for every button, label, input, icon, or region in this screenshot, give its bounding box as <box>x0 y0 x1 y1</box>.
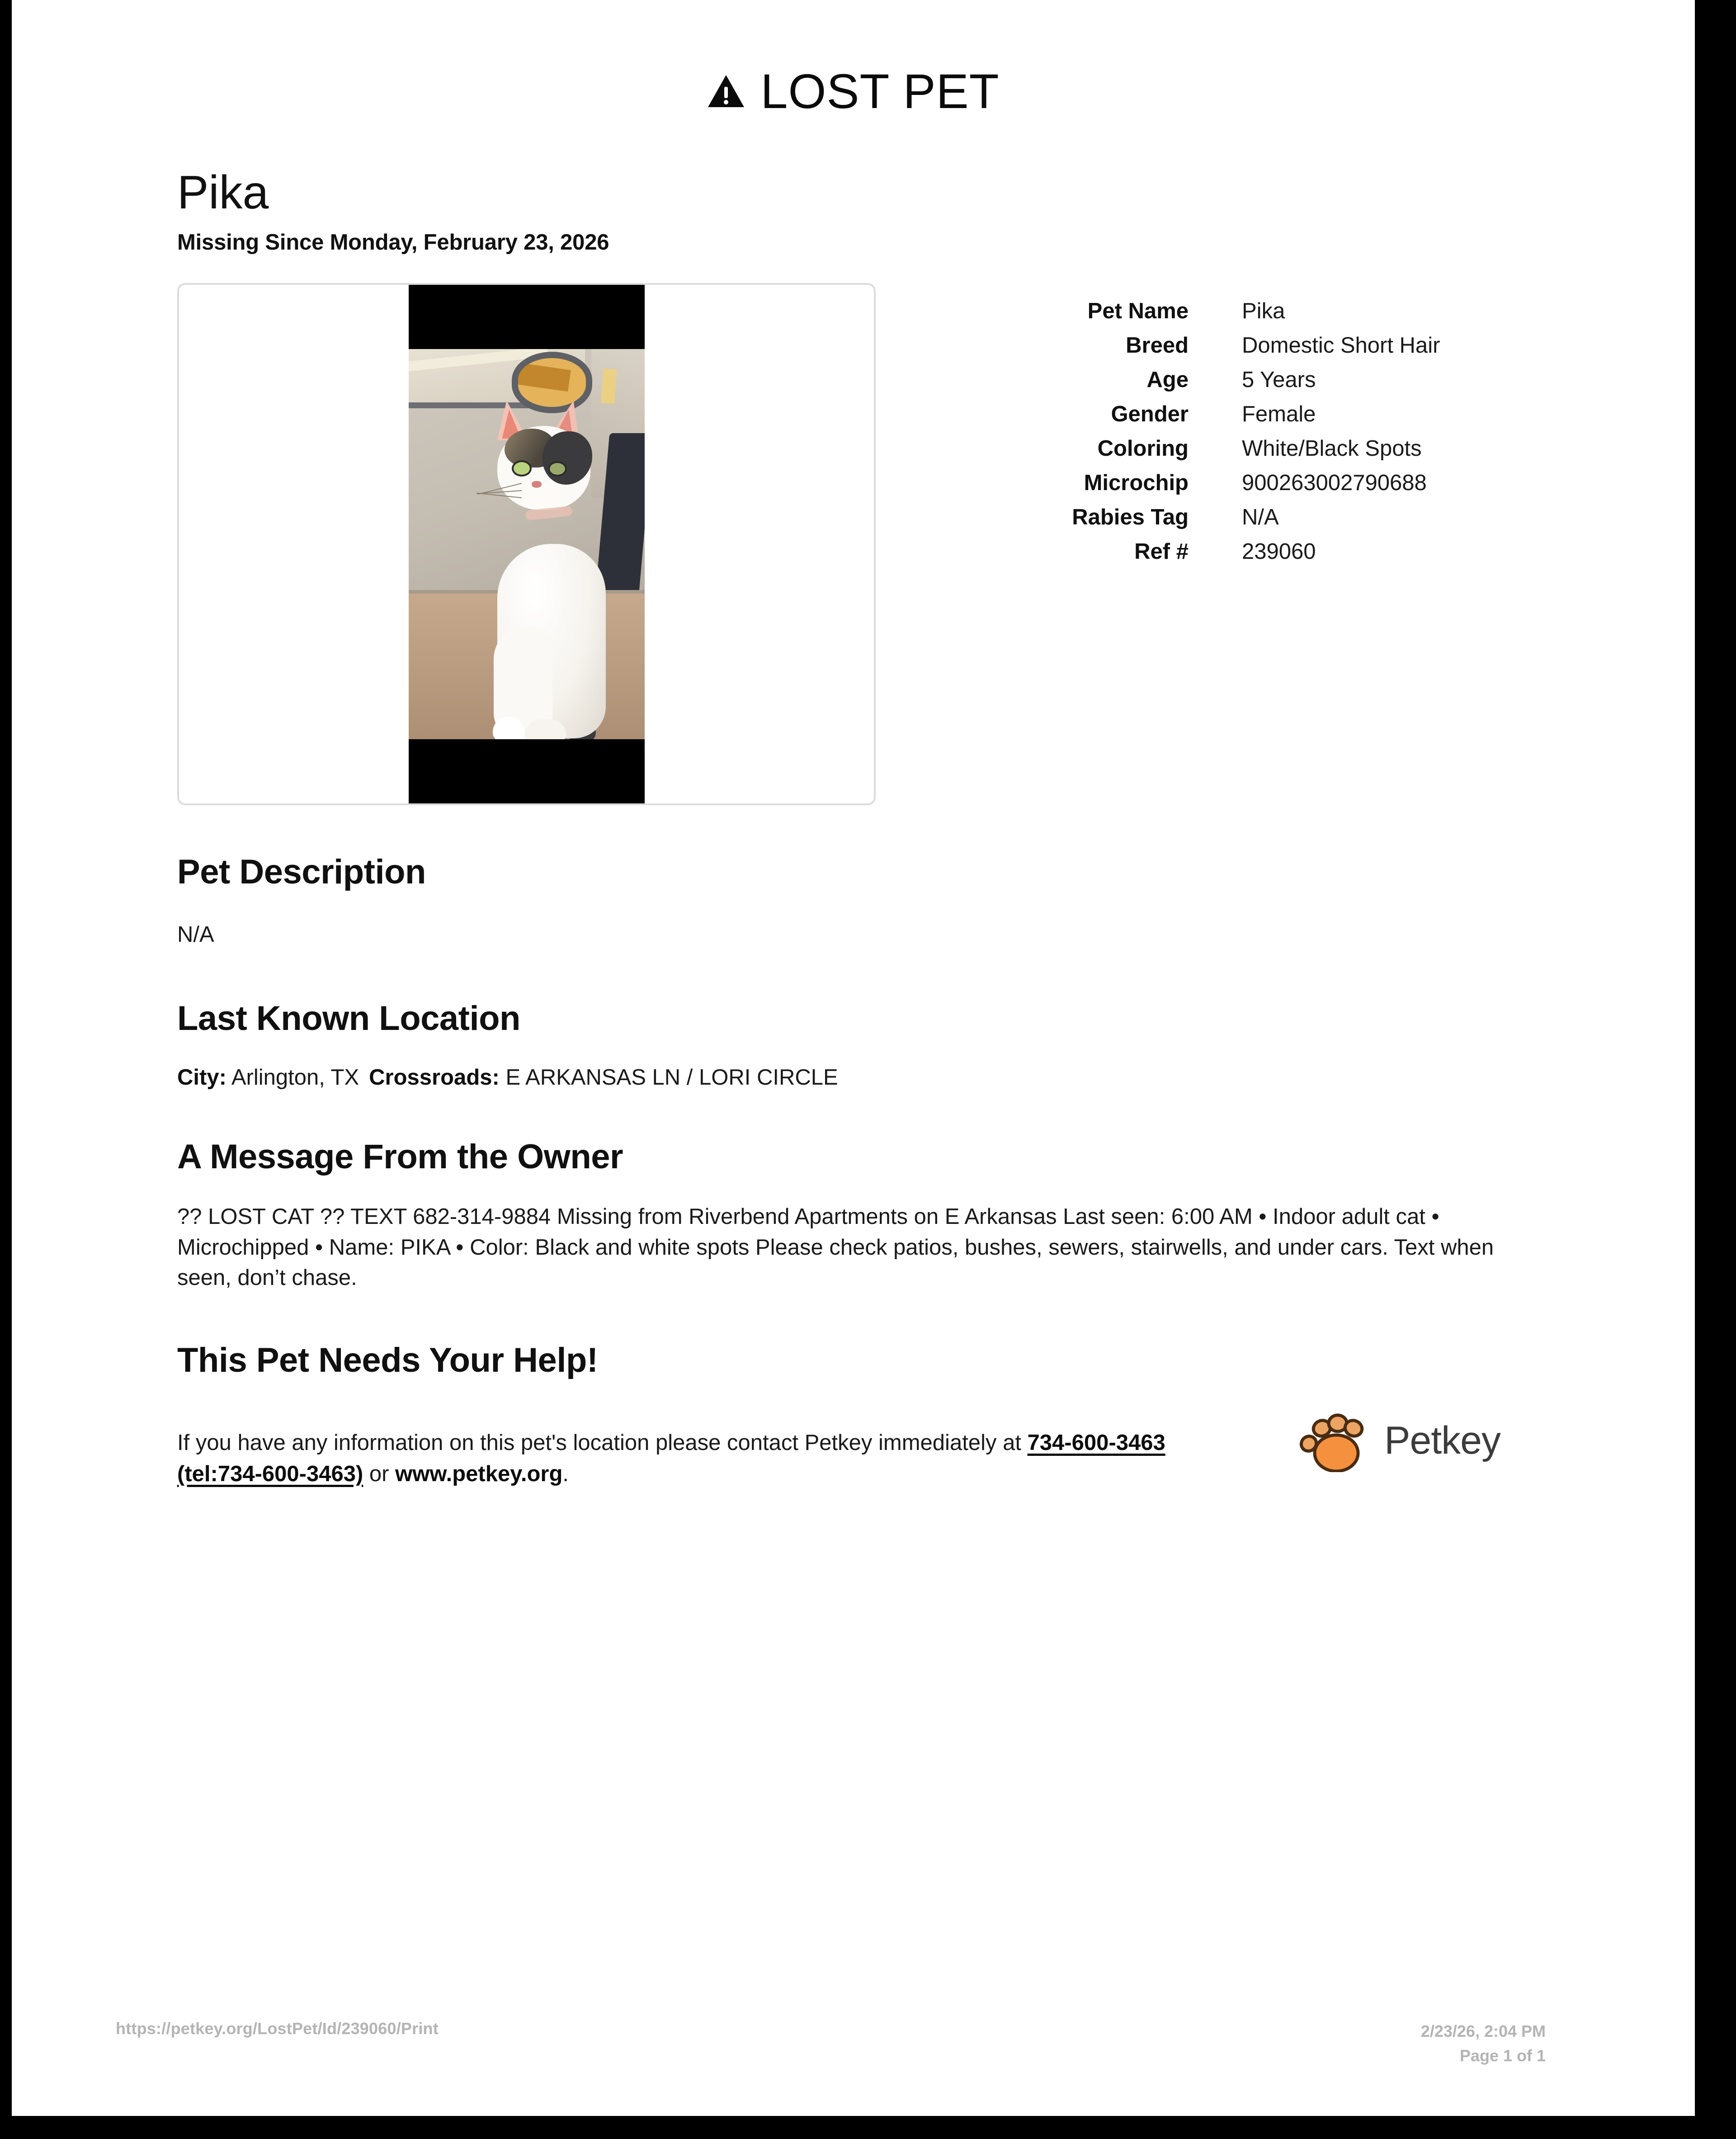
fact-value: Pika <box>1242 299 1285 324</box>
document-header <box>12 0 1695 116</box>
fact-label: Pet Name <box>1087 299 1189 324</box>
footer-right-group <box>1421 2019 1546 2068</box>
pet-photo-scene <box>409 349 645 743</box>
document-header-inner <box>707 64 1000 118</box>
contact-row <box>177 1405 1546 1511</box>
fact-label: Gender <box>1111 402 1189 427</box>
last-known-location-heading: Last Known Location <box>177 999 520 1038</box>
table-row <box>987 401 1440 427</box>
footer-timestamp: 2/23/26, 2:04 PM <box>1420 2022 1546 2040</box>
table-row <box>987 505 1440 530</box>
table-row <box>987 436 1440 461</box>
fact-label: Microchip <box>1084 471 1189 496</box>
pet-description-text: N/A <box>177 922 214 947</box>
page-title: LOST PET <box>760 64 1000 118</box>
pet-facts-table <box>987 283 1440 573</box>
footer-page-number: Page 1 of 1 <box>1459 2046 1546 2065</box>
owner-message-text: ?? LOST CAT ?? TEXT 682-314-9884 Missing from Riverbend Apartments on E Arkansas Last seen: 6:00 AM • Indoor adult cat • Microchipped • Name: PIKA • Color: Black and white spots Please check patios, bushes, sewers, stairwells, and under cars. Text when seen, don’t chase. <box>177 1204 1494 1290</box>
table-row <box>987 333 1440 358</box>
city-value: Arlington, TX <box>231 1065 359 1090</box>
table-row <box>987 539 1440 564</box>
fact-value: N/A <box>1242 505 1279 530</box>
contact-instructions <box>177 1427 1226 1489</box>
warning-triangle-icon <box>707 74 745 109</box>
crossroads-label: Crossroads: <box>369 1065 500 1090</box>
needs-help-heading: This Pet Needs Your Help! <box>177 1341 598 1379</box>
footer-source-url: https://petkey.org/LostPet/Id/239060/Print <box>116 2019 439 2038</box>
pet-photo-frame <box>177 283 876 805</box>
fact-value: 239060 <box>1242 539 1316 564</box>
page-edge-right <box>1704 0 1736 2139</box>
pet-photo <box>409 285 645 803</box>
petkey-logo <box>1297 1409 1500 1472</box>
document-content <box>12 166 1695 1511</box>
table-row <box>987 367 1440 392</box>
contact-middle: or <box>363 1461 396 1486</box>
paw-print-icon <box>1297 1409 1373 1472</box>
city-label: City: <box>177 1065 226 1090</box>
print-footer <box>12 2019 1695 2068</box>
missing-since-label: Missing Since Monday, February 23, 2026 <box>177 230 609 255</box>
fact-label: Age <box>1146 368 1189 392</box>
page-edge-bottom <box>0 2116 1736 2139</box>
crossroads-value: E ARKANSAS LN / LORI CIRCLE <box>505 1065 838 1090</box>
table-row <box>987 298 1440 324</box>
last-known-location-line <box>177 1065 1546 1090</box>
fact-label: Ref # <box>1134 539 1189 564</box>
owner-message-heading: A Message From the Owner <box>177 1137 623 1176</box>
fact-label: Coloring <box>1097 436 1189 461</box>
contact-phone-link[interactable]: 734-600-3463 (tel:734-600-3463) <box>177 1431 1165 1486</box>
page-edge-left <box>0 0 12 2139</box>
fact-value: White/Black Spots <box>1242 436 1422 461</box>
fact-value: 5 Years <box>1242 368 1316 392</box>
table-row <box>987 470 1440 496</box>
pet-name-heading: Pika <box>177 166 269 219</box>
fact-value: 900263002790688 <box>1242 471 1427 496</box>
fact-value: Female <box>1242 402 1316 427</box>
fact-label: Breed <box>1126 333 1189 358</box>
pet-description-heading: Pet Description <box>177 853 426 892</box>
photo-letterbox-bottom <box>409 739 645 803</box>
contact-website[interactable]: www.petkey.org <box>395 1461 563 1486</box>
fact-value: Domestic Short Hair <box>1242 333 1440 358</box>
pet-summary-row <box>177 283 1546 805</box>
photo-letterbox-top <box>409 285 645 349</box>
contact-suffix: . <box>562 1461 569 1486</box>
contact-prefix: If you have any information on this pet's location please contact Petkey immediately at <box>177 1431 1028 1455</box>
fact-label: Rabies Tag <box>1072 505 1189 530</box>
petkey-wordmark: Petkey <box>1384 1419 1500 1463</box>
document-page <box>12 0 1695 2116</box>
